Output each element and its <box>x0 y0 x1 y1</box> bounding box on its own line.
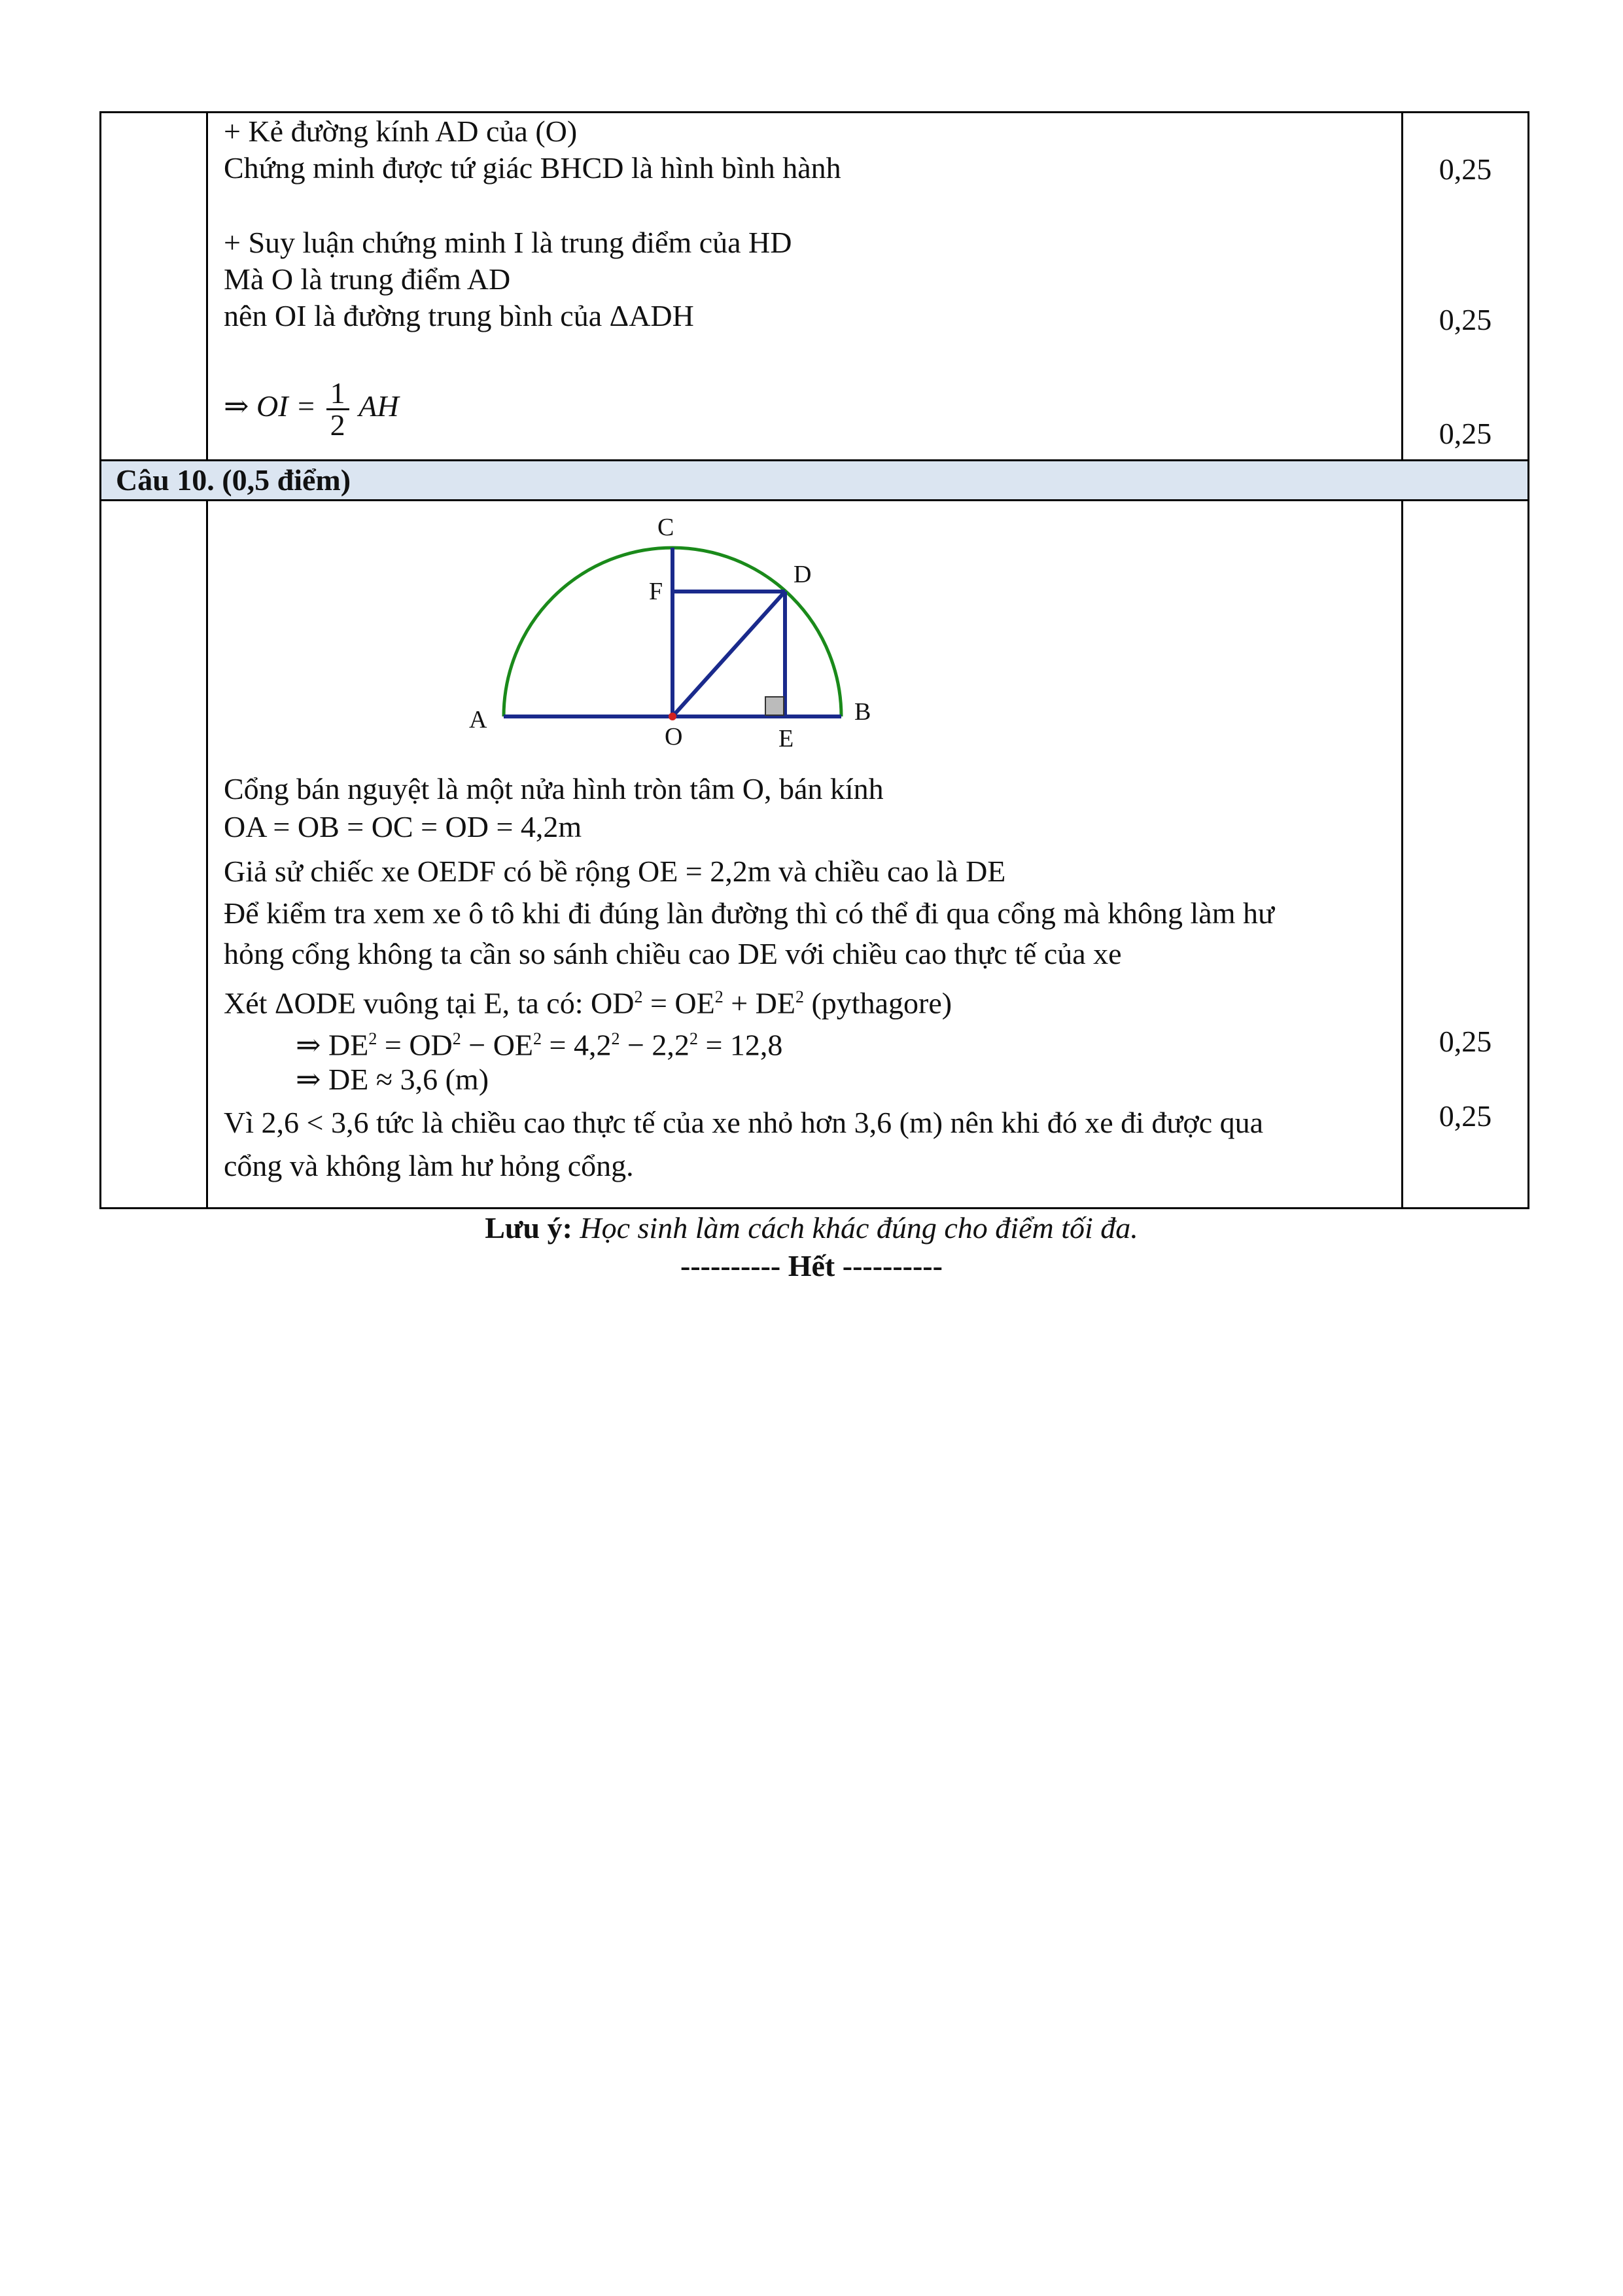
label-c: C <box>657 514 674 541</box>
solution-line: + Suy luận chứng minh I là trung điểm của HD <box>224 226 792 259</box>
question-10-heading-row <box>101 461 1529 501</box>
score-cell-10 <box>1403 501 1529 1209</box>
score-value: 0,25 <box>1439 417 1492 450</box>
solution-line: Để kiểm tra xem xe ô tô khi đi đúng làn đường thì có thể đi qua cổng mà không làm hư <box>224 896 1274 930</box>
label-f: F <box>649 578 663 605</box>
solution-cell-10 <box>207 501 1403 1209</box>
solution-line: nên OI là đường trung bình của ΔADH <box>224 299 694 332</box>
label-e: E <box>778 725 794 752</box>
label-d: D <box>794 561 812 588</box>
question-9-continuation-row <box>101 113 1529 461</box>
fraction: $\frac{1}{2}$ <box>326 378 349 440</box>
label-b: B <box>854 698 871 726</box>
solution-cell-9 <box>207 113 1403 461</box>
semicircle-gate-figure <box>208 501 1401 756</box>
score-value: 0,25 <box>1439 1099 1492 1133</box>
right-angle-marker <box>765 697 784 715</box>
center-point-o <box>669 713 676 720</box>
answer-table <box>99 111 1529 1209</box>
pythagore-line: Xét ΔODE vuông tại E, ta có: $OD^2 = OE^2 + DE^2$ (pythagore) <box>224 986 952 1020</box>
footer-note: Lưu ý: Học sinh làm cách khác đúng cho điểm tối đa. <box>485 1211 1138 1245</box>
label-a: A <box>469 706 487 733</box>
solution-line: Chứng minh được tứ giác BHCD là hình bình hành <box>224 151 841 185</box>
solution-line: Cổng bán nguyệt là một nửa hình tròn tâm O, bán kính <box>224 772 884 805</box>
de-approx-line: ⇒ DE ≈ 3,6 (m) <box>296 1063 489 1096</box>
score-cell-9 <box>1403 113 1529 461</box>
score-value: 0,25 <box>1439 303 1492 336</box>
solution-line: Giả sử chiếc xe OEDF có bề rộng OE = 2,2m và chiều cao là DE <box>224 855 1006 888</box>
question-10-row <box>101 501 1529 1209</box>
solution-line: hỏng cổng không ta cần so sánh chiều cao DE với chiều cao thực tế của xe <box>224 937 1122 970</box>
solution-line: Vì 2,6 < 3,6 tức là chiều cao thực tế của xe nhỏ hơn 3,6 (m) nên khi đó xe đi được qua <box>224 1106 1264 1139</box>
solution-line: OA = OB = OC = OD = 4,2m <box>224 810 582 843</box>
solution-line: + Kẻ đường kính AD của (O) <box>224 115 578 148</box>
label-o: O <box>665 723 683 751</box>
score-value: 0,25 <box>1439 152 1492 186</box>
solution-line: cổng và không làm hư hỏng cổng. <box>224 1149 634 1182</box>
solution-line: Mà O là trung điểm AD <box>224 262 511 296</box>
end-marker: ---------- Hết ---------- <box>680 1249 943 1282</box>
de-squared-line: ⇒ $DE^2 = OD^2 - OE^2 = 4,2^2 - 2,2^2 = 12,8$ <box>296 1028 783 1062</box>
score-value: 0,25 <box>1439 1025 1492 1058</box>
oi-formula: ⇒ OI = $\frac{1}{2}$ AH <box>224 376 399 442</box>
question-heading: Câu 10. (0,5 điểm) <box>116 463 351 497</box>
